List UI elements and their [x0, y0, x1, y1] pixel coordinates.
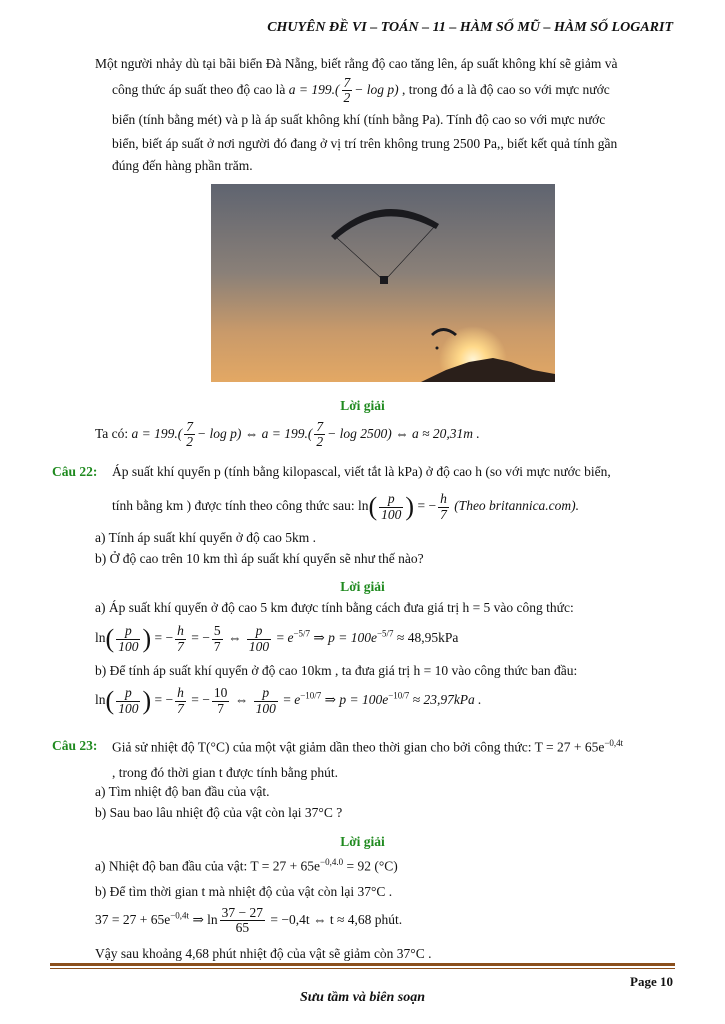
exponent: −10/7 — [300, 690, 322, 701]
fraction-den: 100 — [248, 638, 270, 654]
problem-text: công thức áp suất theo độ cao là — [112, 81, 286, 97]
formula-end: − log p) — [354, 81, 399, 97]
equation-part: 37 = 27 + 65e — [95, 911, 171, 927]
paren: ) — [405, 492, 415, 521]
fraction-den: 100 — [255, 700, 276, 716]
exponent: −5/7 — [293, 628, 311, 639]
ln-label: ln — [95, 630, 106, 646]
question-text-line: , trong đó thời gian t được tính bằng phút. — [112, 765, 338, 780]
paragliding-sunset-photo — [211, 184, 555, 382]
question-part-a: a) Tính áp suất khí quyển ở độ cao 5km . — [95, 530, 316, 545]
fraction-den: 7 — [440, 506, 447, 522]
fraction — [220, 906, 265, 935]
fraction — [247, 624, 271, 653]
fraction — [438, 492, 449, 521]
fraction-num: p — [247, 624, 271, 639]
question-label: Câu 23: — [52, 738, 98, 753]
footer-divider-thin — [50, 968, 675, 969]
question-23-label — [52, 738, 97, 754]
exponent: −0,4t — [170, 910, 190, 921]
page-number: Page 10 — [630, 974, 673, 989]
problem-text-line: đúng đến hàng phần trăm. — [112, 158, 253, 173]
p-expression: p = 100e — [339, 692, 389, 708]
e-symbol: e — [294, 692, 301, 708]
fraction-num: 7 — [316, 419, 324, 434]
ln-label: ln — [95, 692, 106, 708]
fraction-den: 7 — [213, 638, 221, 654]
fraction — [116, 686, 140, 715]
exponent: −0,4.0 — [320, 857, 344, 867]
fraction — [212, 686, 230, 715]
problem-text-line: biển, biết áp suất ở nơi người đó đang ở vị trí trên không trung 2500 Pa,, biết kết quả tính gần — [112, 136, 618, 151]
solution-text: = 92 (°C) — [343, 858, 398, 874]
pressure-formula — [288, 75, 402, 106]
exponent: −10/7 — [388, 690, 410, 701]
problem-text: , trong đó a là độ cao so với mực nước — [401, 81, 610, 97]
equals-minus: = − — [417, 498, 437, 514]
result-value: ≈ 23,97kPa . — [412, 692, 482, 708]
fraction-num: 10 — [213, 685, 228, 701]
fraction-num: 7 — [343, 75, 351, 90]
fraction-num: 7 — [186, 419, 194, 434]
e-symbol: e — [287, 630, 294, 646]
fraction-num: p — [254, 686, 278, 701]
fraction-den: 2 — [316, 434, 324, 450]
solution-heading: Lời giải — [340, 398, 385, 413]
exponent: −0,4t — [604, 738, 624, 748]
fraction-den: 100 — [118, 700, 139, 716]
formula-start: a = 199.( — [288, 81, 340, 97]
fraction — [212, 624, 223, 653]
source-citation: (Theo britannica.com). — [454, 498, 580, 514]
solution-23a — [95, 857, 398, 875]
fraction-num: h — [177, 685, 184, 701]
fraction-num: 37 − 27 — [221, 905, 263, 920]
solution-heading: Lời giải — [340, 579, 385, 594]
fraction-num: 5 — [213, 623, 221, 639]
solution-22b-equation: ln( $\frac{p}{100}$ ) = − $\frac{h}{7}$ = − $\frac{10}{7}$ ⇔ $\frac{p}{100}$ = $e^{-10/7}$ ⇒ $p = 100e^{-10/7} \approx 23,97kPa$ . — [95, 685, 482, 716]
paren: ( — [105, 686, 115, 715]
expr-part: a = 199.( — [131, 425, 183, 441]
fraction-den: 100 — [118, 638, 139, 654]
fraction — [379, 492, 403, 521]
fraction-num: p — [116, 686, 140, 701]
fraction-den: 2 — [186, 434, 194, 450]
question-text: tính bằng km ) được tính theo công thức sau: ln — [112, 498, 369, 514]
solution-22b-text: b) Để tính áp suất khí quyển ở độ cao 10km , ta đưa giá trị h = 10 vào công thức ban đầu: — [95, 663, 578, 678]
fraction-den: 65 — [235, 920, 250, 936]
page-header-title: CHUYÊN ĐỀ VI – TOÁN – 11 – HÀM SỐ MŨ – HÀM SỐ LOGARIT — [267, 20, 673, 35]
result-value: ≈ 48,95kPa — [396, 630, 459, 646]
solution-23b: b) Để tìm thời gian t mà nhiệt độ của vật còn lại 37°C . — [95, 884, 393, 899]
p-expression: p = 100e — [328, 630, 377, 646]
solution-21-line — [95, 420, 480, 449]
question-part-b: b) Ở độ cao trên 10 km thì áp suất khí quyển sẽ như thế nào? — [95, 551, 424, 566]
solution-22a-text: a) Áp suất khí quyển ở độ cao 5 km được tính bằng cách đưa giá trị h = 5 vào công thức: — [95, 600, 574, 615]
question-text-line: Áp suất khí quyển p (tính bằng kilopascal, viết tắt là kPa) ở độ cao h (so với mực nước biển, — [112, 464, 611, 479]
fraction — [175, 686, 186, 715]
fraction-den: 7 — [177, 700, 184, 716]
equation-part: = −0,4t ⇔ t ≈ 4,68 phút. — [267, 911, 403, 927]
fraction — [184, 420, 195, 449]
question-label: Câu 22: — [52, 464, 98, 479]
question-text-line — [112, 738, 623, 756]
footer-divider — [50, 963, 675, 966]
solution-23-equation — [95, 906, 402, 935]
solution-heading: Lời giải — [340, 834, 385, 849]
paren: ( — [105, 624, 115, 653]
expr-part: − log p) ⇔ a = 199.( — [197, 425, 313, 441]
solution-prefix: Ta có: — [95, 425, 129, 441]
fraction — [175, 624, 186, 653]
fraction-num: h — [177, 623, 184, 639]
fraction — [116, 624, 140, 653]
question-22-label — [52, 464, 97, 480]
expr-part: − log 2500) ⇔ a ≈ 20,31m . — [327, 425, 480, 441]
fraction-num: p — [116, 624, 140, 639]
problem-formula-line — [112, 76, 610, 105]
footer-credit: Sưu tầm và biên soạn — [299, 990, 426, 1005]
fraction-den: 100 — [381, 506, 402, 522]
question-text: Giả sử nhiệt độ T(°C) của một vật giảm dần theo thời gian cho bởi công thức: T = 27 + 65e — [112, 739, 605, 755]
exponent: −5/7 — [376, 628, 394, 639]
solution-text: a) Nhiệt độ ban đầu của vật: T = 27 + 65e — [95, 858, 321, 874]
fraction — [314, 420, 325, 449]
problem-text-line: biển (tính bằng mét) và p là áp suất không khí (tính bằng Pa). Tính độ cao so với mực nước — [112, 112, 606, 127]
question-part-b: b) Sau bao lâu nhiệt độ của vật còn lại 37°C ? — [95, 805, 343, 820]
paren: ) — [142, 624, 152, 653]
paren: ) — [142, 686, 152, 715]
paren: ( — [368, 492, 378, 521]
question-formula-line — [112, 492, 579, 522]
equation-part: ⇒ ln — [189, 911, 218, 927]
question-part-a: a) Tìm nhiệt độ ban đầu của vật. — [95, 784, 270, 799]
fraction — [254, 686, 278, 715]
fraction-num: p — [379, 492, 403, 507]
problem-text-line: Một người nhảy dù tại bãi biển Đà Nẵng, biết rằng độ cao tăng lên, áp suất không khí sẽ giảm và — [95, 56, 618, 71]
fraction-den: 7 — [217, 700, 224, 716]
fraction-num: h — [440, 491, 447, 507]
solution-23-conclusion: Vậy sau khoảng 4,68 phút nhiệt độ của vật sẽ giảm còn 37°C . — [95, 946, 432, 961]
solution-22a-equation: ln( $\frac{p}{100}$ ) = − $\frac{h}{7}$ = − $\frac{5}{7}$ ⇔ $\frac{p}{100}$ = $e^{-5/7}$ ⇒ $p = 100e^{-5/7} \approx 48,95kPa$ — [95, 623, 459, 654]
fraction-den: 2 — [343, 90, 351, 106]
fraction — [342, 76, 353, 105]
fraction-den: 7 — [177, 638, 184, 654]
